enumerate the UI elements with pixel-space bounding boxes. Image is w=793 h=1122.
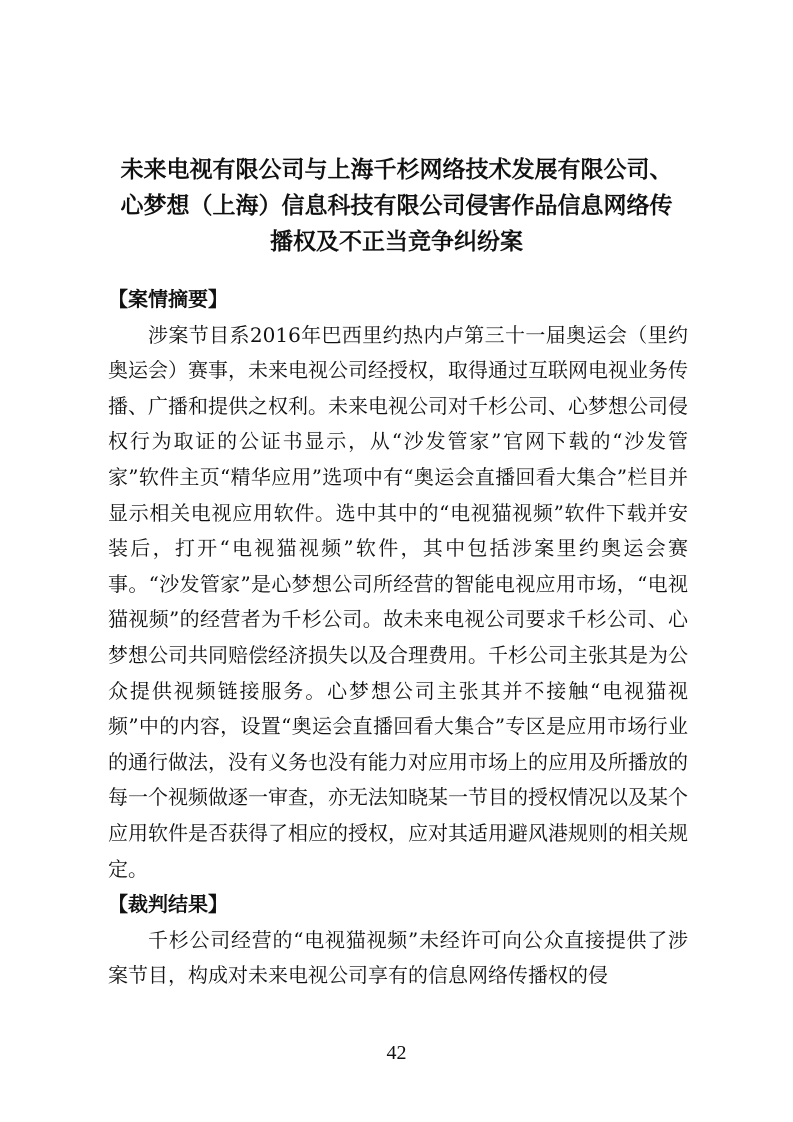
document-title xyxy=(100,152,693,260)
section-heading-case-summary: 【案情摘要】 xyxy=(108,287,228,311)
document-body xyxy=(108,282,688,994)
title-line-1: 未来电视有限公司与上海千杉网络技术发展有限公司、 xyxy=(120,157,673,183)
case-summary-paragraph: 涉案节目系2016年巴西里约热内卢第三十一届奥运会（里约奥运会）赛事，未来电视公司经授权，取得通过互联网电视业务传播、广播和提供之权利。未来电视公司对千杉公司、心梦想公司侵权行为取证的公证书显示，从“沙发管家”官网下载的“沙发管家”软件主页“精华应用”选项中有“奥运会直播回看大集合”栏目并显示相关电视应用软件。选中其中的“电视猫视频”软件下载并安装后，打开“电视猫视频”软件，其中包括涉案里约奥运会赛事。“沙发管家”是心梦想公司所经营的智能电视应用市场，“电视猫视频”的经营者为千杉公司。故未来电视公司要求千杉公司、心梦想公司共同赔偿经济损失以及合理费用。千杉公司主张其是为公众提供视频链接服务。心梦想公司主张其并不接触“电视猫视频”中的内容，设置“奥运会直播回看大集合”专区是应用市场行业的通行做法，没有义务也没有能力对应用市场上的应用及所播放的每一个视频做逐一审查，亦无法知晓某一节目的授权情况以及某个应用软件是否获得了相应的授权，应对其适用避风港规则的相关规定。 xyxy=(108,322,688,881)
title-line-2: 心梦想（上海）信息科技有限公司侵害作品信息网络传 xyxy=(120,193,673,219)
judgment-paragraph: 千杉公司经营的“电视猫视频”未经许可向公众直接提供了涉案节目，构成对未来电视公司享有的信息网络传播权的侵 xyxy=(108,927,688,988)
title-line-3: 播权及不正当竞争纠纷案 xyxy=(270,229,523,255)
page-number: 42 xyxy=(386,1042,407,1064)
section-heading-judgment: 【裁判结果】 xyxy=(108,892,228,917)
